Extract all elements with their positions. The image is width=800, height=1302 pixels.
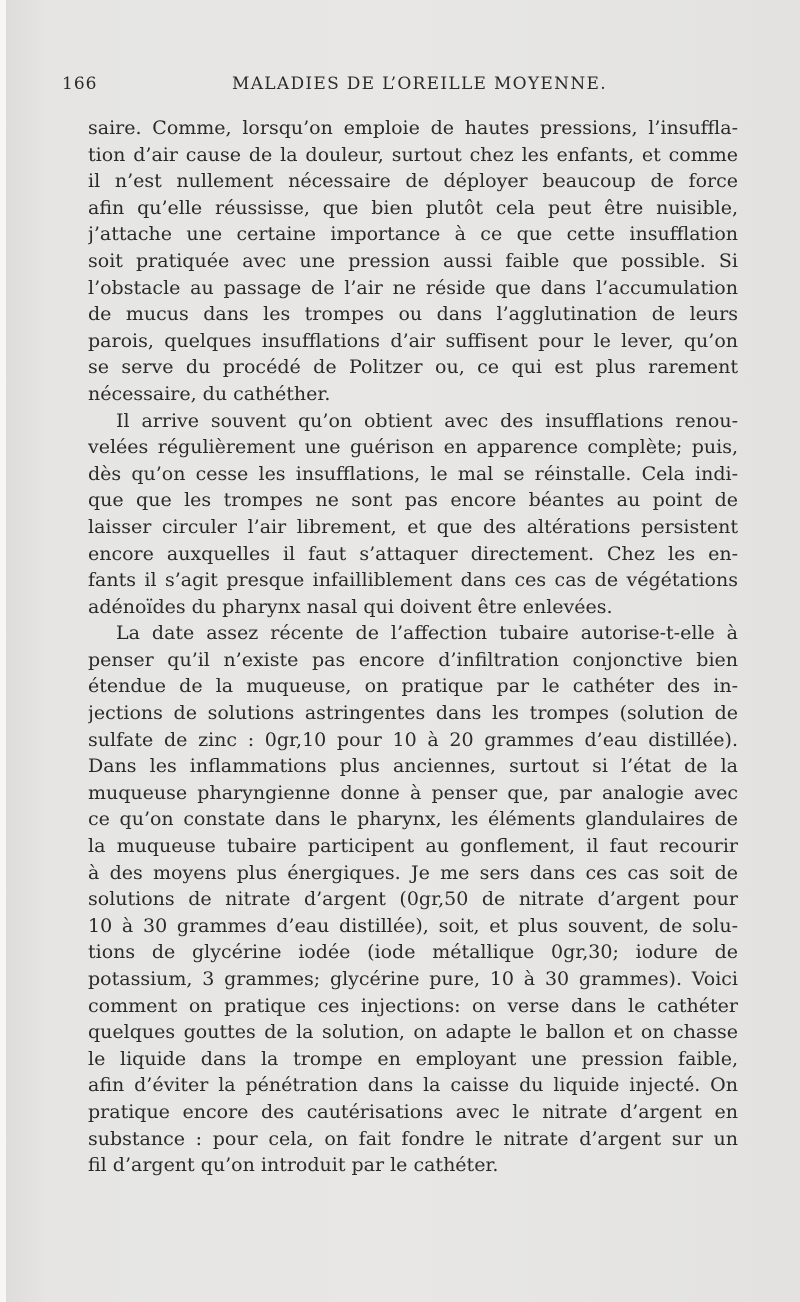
text-line: fants il s’agit presque infailliblement dans ces cas de végétations	[88, 569, 738, 592]
text-line: soit pratiquée avec une pression aussi faible que possible. Si	[88, 249, 738, 272]
text-line: sulfate de zinc : 0gr,10 pour 10 à 20 grammes d’eau distillée).	[88, 728, 738, 751]
text-line: à des moyens plus énergiques. Je me sers dans ces cas soit de	[88, 861, 738, 884]
text-line: tions de glycérine iodée (iode métallique 0gr,30; iodure de	[88, 941, 738, 964]
text-line: Il arrive souvent qu’on obtient avec des insufflations renou-	[116, 409, 738, 432]
page-edge	[0, 0, 6, 1302]
text-line: saire. Comme, lorsqu’on emploie de hautes pressions, l’insuffla-	[88, 117, 738, 139]
text-line: se serve du procédé de Politzer ou, ce qui est plus rarement	[88, 356, 738, 379]
text-line: laisser circuler l’air librement, et que des altérations persistent	[88, 515, 738, 538]
text-line: fil d’argent qu’on introduit par le cathéter.	[88, 1154, 499, 1177]
text-line: parois, quelques insufflations d’air suffisent pour le lever, qu’on	[88, 329, 738, 352]
text-line: La date assez récente de l’affection tubaire autorise-t-elle à	[116, 622, 738, 645]
text-line: nécessaire, du cathéther.	[88, 382, 331, 405]
text-line: afin qu’elle réussisse, que bien plutôt cela peut être nuisible,	[88, 196, 738, 219]
text-line: jections de solutions astringentes dans les trompes (solution de	[88, 702, 738, 725]
page-number: 166	[62, 74, 98, 94]
text-line: étendue de la muqueuse, on pratique par le cathéter des in-	[88, 675, 738, 698]
text-line: afin d’éviter la pénétration dans la caisse du liquide injecté. On	[88, 1074, 738, 1097]
text-line: que que les trompes ne sont pas encore béantes au point de	[88, 489, 738, 512]
text-line: muqueuse pharyngienne donne à penser que, par analogie avec	[88, 781, 738, 804]
text-line: solutions de nitrate d’argent (0gr,50 de nitrate d’argent pour	[88, 888, 738, 911]
text-line: quelques gouttes de la solution, on adapte le ballon et on chasse	[88, 1021, 738, 1044]
text-line: adénoïdes du pharynx nasal qui doivent être enlevées.	[88, 595, 613, 618]
running-title: MALADIES DE L’OREILLE MOYENNE.	[232, 74, 607, 94]
text-line: tion d’air cause de la douleur, surtout chez les enfants, et comme	[88, 143, 738, 166]
text-line: encore auxquelles il faut s’attaquer directement. Chez les en-	[88, 542, 738, 565]
text-line: Dans les inflammations plus anciennes, surtout si l’état de la	[88, 755, 738, 778]
text-line: 10 à 30 grammes d’eau distillée), soit, et plus souvent, de solu-	[88, 914, 738, 937]
text-line: l’obstacle au passage de l’air ne réside que dans l’accumulation	[88, 276, 738, 299]
text-line: la muqueuse tubaire participent au gonflement, il faut recourir	[88, 835, 738, 858]
text-line: j’attache une certaine importance à ce que cette insufflation	[88, 223, 738, 246]
text-line: de mucus dans les trompes ou dans l’agglutination de leurs	[88, 303, 738, 326]
text-line: comment on pratique ces injections: on verse dans le cathéter	[88, 994, 738, 1017]
text-line: ce qu’on constate dans le pharynx, les éléments glandulaires de	[88, 808, 738, 831]
text-line: le liquide dans la trompe en employant une pression faible,	[88, 1047, 738, 1070]
text-line: potassium, 3 grammes; glycérine pure, 10 à 30 grammes). Voici	[88, 968, 738, 990]
text-line: dès qu’on cesse les insufflations, le mal se réinstalle. Cela indi-	[88, 462, 738, 485]
text-line: pratique encore des cautérisations avec le nitrate d’argent en	[88, 1100, 738, 1123]
body-text	[88, 115, 738, 1179]
text-line: substance : pour cela, on fait fondre le nitrate d’argent sur un	[88, 1127, 738, 1150]
text-line: penser qu’il n’existe pas encore d’infiltration conjonctive bien	[88, 648, 738, 671]
text-line: velées régulièrement une guérison en apparence complète; puis,	[88, 436, 738, 459]
text-line: il n’est nullement nécessaire de déployer beaucoup de force	[88, 170, 738, 193]
running-header	[0, 74, 800, 98]
